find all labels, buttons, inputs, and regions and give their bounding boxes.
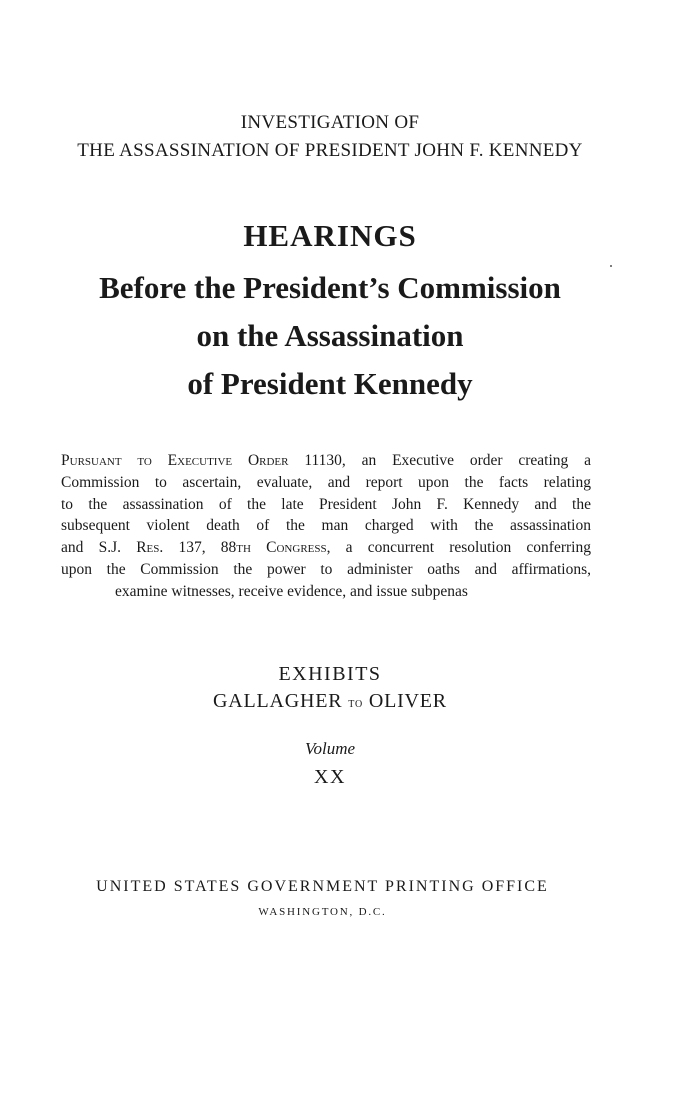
authority-text: to the assassination of the late President John F. Kennedy and the bbox=[61, 495, 591, 513]
authority-text: subsequent violent death of the man charged with the assassination bbox=[61, 517, 591, 535]
series-title-line-1: INVESTIGATION OF bbox=[240, 112, 420, 133]
authority-text-smallcaps: Pursuant to Executive Order bbox=[61, 452, 289, 469]
authority-paragraph bbox=[61, 450, 591, 603]
authority-line bbox=[61, 515, 591, 537]
authority-text-smallcaps: Res. bbox=[136, 539, 164, 557]
volume-number: XX bbox=[314, 766, 346, 788]
subtitle-line-3: of President Kennedy bbox=[187, 366, 473, 401]
authority-text: , a concurrent resolution conferring bbox=[326, 539, 591, 557]
authority-line bbox=[61, 559, 591, 581]
authority-line bbox=[61, 472, 591, 494]
exhibits-range bbox=[0, 690, 660, 713]
authority-text-smallcaps: 88th Congress bbox=[220, 539, 327, 557]
authority-text: 11130, an Executive order creating a bbox=[288, 452, 591, 469]
authority-line bbox=[61, 537, 591, 559]
publisher-name: UNITED STATES GOVERNMENT PRINTING OFFICE bbox=[96, 878, 549, 895]
authority-text: examine witnesses, receive evidence, and issue subpenas bbox=[115, 582, 468, 600]
range-start: GALLAGHER bbox=[213, 690, 343, 712]
main-title: HEARINGS bbox=[243, 218, 417, 253]
subtitle-line-2: on the Assassination bbox=[196, 318, 464, 353]
series-title-line-2: THE ASSASSINATION OF PRESIDENT JOHN F. KENNEDY bbox=[77, 140, 583, 161]
authority-text: Commission to ascertain, evaluate, and report upon the facts relating bbox=[61, 473, 591, 491]
authority-line bbox=[61, 450, 591, 472]
authority-text: and S.J. bbox=[61, 539, 137, 557]
authority-line bbox=[61, 581, 591, 603]
authority-text: upon the Commission the power to administer oaths and affirmations, bbox=[61, 560, 591, 578]
exhibits-label: EXHIBITS bbox=[278, 663, 382, 685]
volume-label: Volume bbox=[304, 739, 356, 758]
authority-text: 137, bbox=[163, 539, 221, 557]
subtitle-line-1: Before the President’s Commission bbox=[99, 270, 561, 305]
authority-line bbox=[61, 494, 591, 516]
publisher-city: WASHINGTON, D.C. bbox=[258, 906, 387, 918]
range-to: to bbox=[348, 696, 364, 711]
paper-speck bbox=[610, 265, 612, 267]
range-end: OLIVER bbox=[368, 690, 447, 712]
